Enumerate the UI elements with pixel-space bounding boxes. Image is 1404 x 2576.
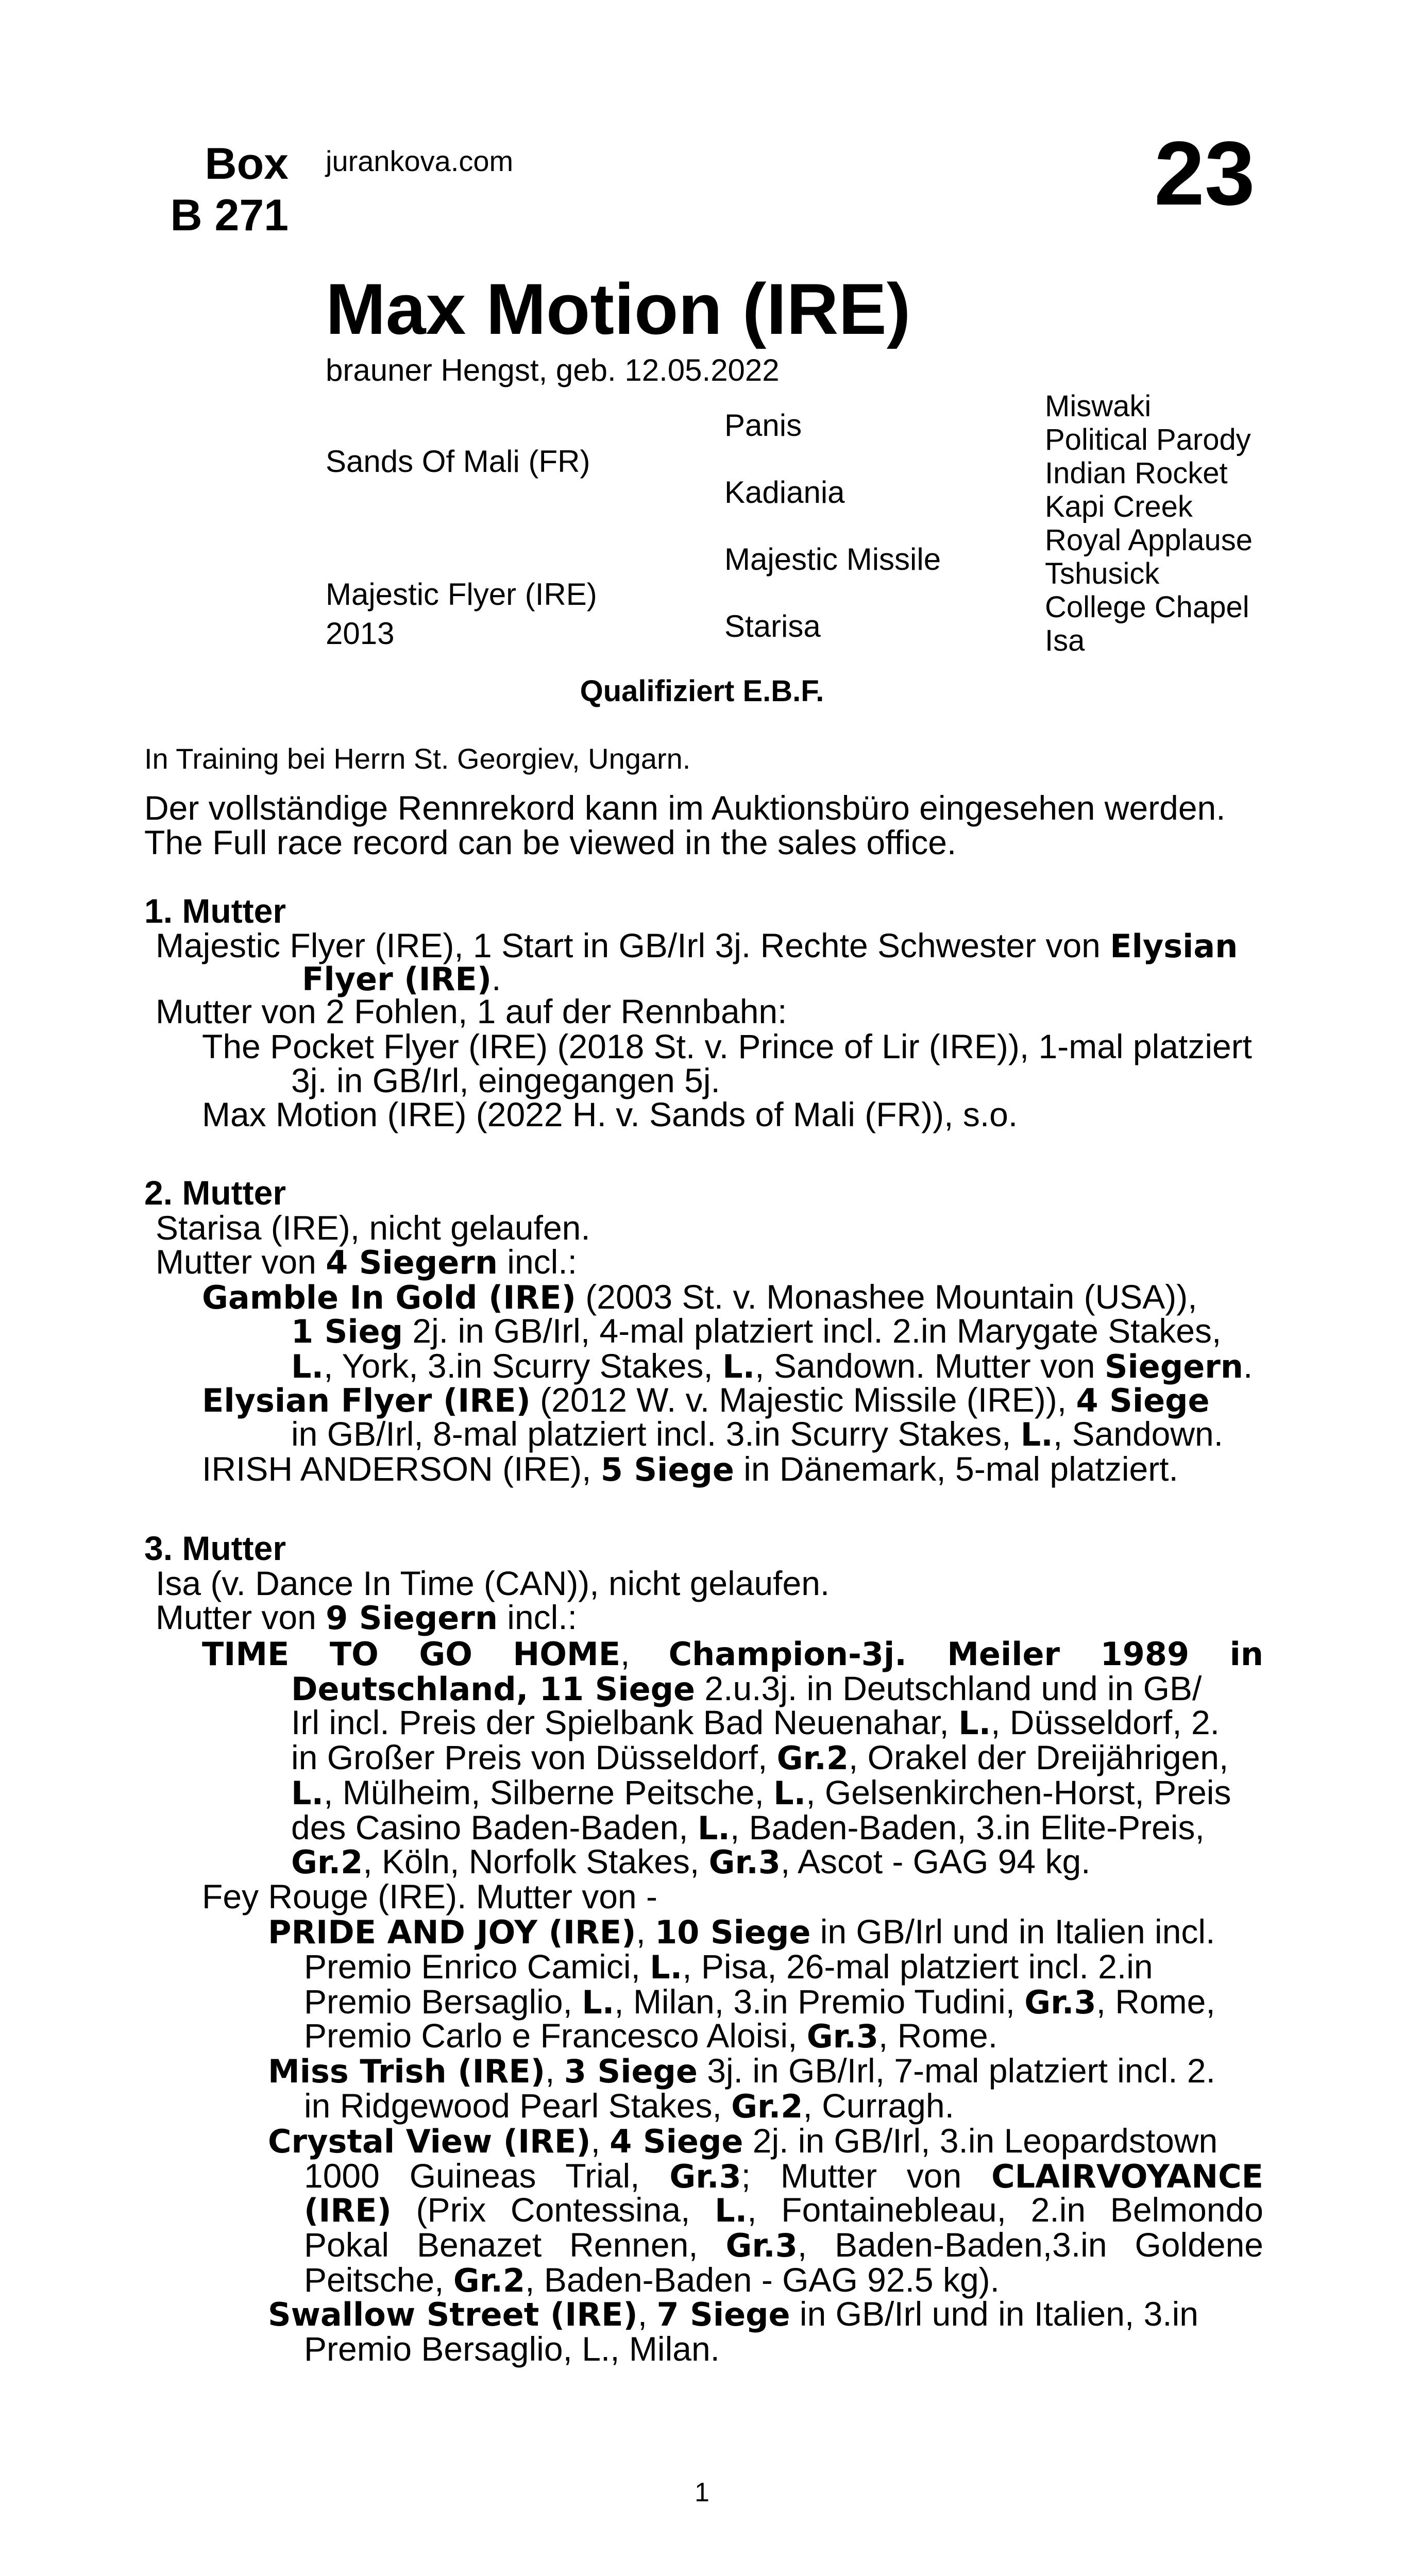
section-heading-third-dam: 3. Mutter bbox=[144, 1529, 286, 1567]
third-dam-grand-produce-cont: Pokal Benazet Rennen, Gr.3, Baden-Baden,3.in Goldene bbox=[304, 2226, 1263, 2264]
third-dam-produce-cont: Gr.2, Köln, Norfolk Stakes, Gr.3, Ascot - GAG 94 kg. bbox=[291, 1842, 1091, 1881]
third-dam-grand-produce: Swallow Street (IRE), 7 Siege in GB/Irl und in Italien, 3.in bbox=[268, 2295, 1198, 2333]
pedigree-dam-year: 2013 bbox=[326, 616, 395, 651]
pedigree-g3-4: Kapi Creek bbox=[1045, 490, 1193, 523]
third-dam-grand-produce-cont: (IRE) (Prix Contessina, L., Fontainebleau, 2.in Belmondo bbox=[304, 2191, 1263, 2229]
first-dam-foal: The Pocket Flyer (IRE) (2018 St. v. Prince of Lir (IRE)), 1-mal platziert bbox=[202, 1027, 1253, 1065]
third-dam-produce-cont: Irl incl. Preis der Spielbank Bad Neuenahar, L., Düsseldorf, 2. bbox=[291, 1703, 1220, 1742]
third-dam-produce-cont: in Großer Preis von Düsseldorf, Gr.2, Orakel der Dreijährigen, bbox=[291, 1738, 1229, 1777]
third-dam-grand-produce-cont: Premio Carlo e Francesco Aloisi, Gr.3, Rome. bbox=[304, 2016, 998, 2055]
pedigree-g3-5: Royal Applause bbox=[1045, 523, 1253, 557]
third-dam-produce-cont: L., Mülheim, Silberne Peitsche, L., Gelsenkirchen-Horst, Preis bbox=[291, 1773, 1231, 1812]
third-dam-produce-cont: Deutschland, 11 Siege 2.u.3j. in Deutschland und in GB/ bbox=[291, 1669, 1202, 1708]
first-dam-foal: Max Motion (IRE) (2022 H. v. Sands of Mali (FR)), s.o. bbox=[202, 1095, 1018, 1133]
pedigree-dam-sire: Majestic Missile bbox=[724, 542, 941, 577]
pedigree-g3-6: Tshusick bbox=[1045, 557, 1160, 590]
box-number: B 271 bbox=[170, 191, 289, 240]
box-title: Box bbox=[205, 139, 289, 189]
third-dam-produce-cont: des Casino Baden-Baden, L., Baden-Baden, 3.in Elite-Preis, bbox=[291, 1808, 1205, 1847]
website-link[interactable]: jurankova.com bbox=[326, 145, 514, 177]
second-dam-produce: L., York, 3.in Scurry Stakes, L., Sandown. Mutter von Siegern. bbox=[291, 1347, 1253, 1385]
pedigree-dam-dam: Starisa bbox=[724, 609, 821, 643]
pedigree-dam: Majestic Flyer (IRE) bbox=[326, 577, 597, 612]
page-number: 1 bbox=[695, 2478, 709, 2507]
horse-name: Max Motion (IRE) bbox=[326, 268, 911, 349]
third-dam-line: Mutter von 9 Siegern incl.: bbox=[156, 1598, 578, 1637]
pedigree-g3-2: Political Parody bbox=[1045, 423, 1251, 456]
second-dam-line: Starisa (IRE), nicht gelaufen. bbox=[156, 1209, 590, 1247]
second-dam-produce: IRISH ANDERSON (IRE), 5 Siege in Dänemark, 5-mal platziert. bbox=[202, 1450, 1178, 1488]
pedigree-g3-3: Indian Rocket bbox=[1045, 456, 1228, 490]
third-dam-produce: TIME TO GO HOME, Champion-3j. Meiler 1989 in bbox=[202, 1634, 1263, 1673]
pedigree-sire-sire: Panis bbox=[724, 408, 802, 443]
second-dam-produce: 1 Sieg 2j. in GB/Irl, 4-mal platziert incl. 2.in Marygate Stakes, bbox=[291, 1312, 1222, 1350]
third-dam-grand-produce-cont: 1000 Guineas Trial, Gr.3; Mutter von CLAIRVOYANCE bbox=[304, 2157, 1263, 2195]
second-dam-produce: Gamble In Gold (IRE) (2003 St. v. Monashee Mountain (USA)), bbox=[202, 1278, 1197, 1316]
third-dam-grand-produce-cont: in Ridgewood Pearl Stakes, Gr.2, Curragh. bbox=[304, 2087, 954, 2125]
third-dam-grand-produce: Miss Trish (IRE), 3 Siege 3j. in GB/Irl, 7-mal platziert incl. 2. bbox=[268, 2052, 1215, 2090]
lot-number: 23 bbox=[1154, 123, 1255, 224]
third-dam-grand-produce: PRIDE AND JOY (IRE), 10 Siege in GB/Irl und in Italien incl. bbox=[268, 1912, 1215, 1951]
horse-description: brauner Hengst, geb. 12.05.2022 bbox=[326, 353, 780, 387]
second-dam-line: Mutter von 4 Siegern incl.: bbox=[156, 1243, 578, 1281]
third-dam-grand-produce-cont: Premio Bersaglio, L., Milan, 3.in Premio Tudini, Gr.3, Rome, bbox=[304, 1982, 1215, 2021]
box-label bbox=[144, 138, 289, 241]
first-dam-line: Flyer (IRE). bbox=[302, 959, 501, 998]
third-dam-grand-produce-cont: Premio Bersaglio, L., Milan. bbox=[304, 2330, 720, 2368]
pedigree-sire: Sands Of Mali (FR) bbox=[326, 444, 590, 479]
section-heading-first-dam: 1. Mutter bbox=[144, 892, 286, 930]
third-dam-produce: Fey Rouge (IRE). Mutter von - bbox=[202, 1877, 657, 1916]
third-dam-grand-produce-cont: Peitsche, Gr.2, Baden-Baden - GAG 92.5 kg). bbox=[304, 2261, 1000, 2299]
training-info: In Training bei Herrn St. Georgiev, Ungarn. bbox=[144, 742, 691, 775]
section-heading-second-dam: 2. Mutter bbox=[144, 1174, 286, 1212]
race-record-note-de: Der vollständige Rennrekord kann im Auktionsbüro eingesehen werden. bbox=[144, 789, 1226, 827]
second-dam-produce: in GB/Irl, 8-mal platziert incl. 3.in Scurry Stakes, L., Sandown. bbox=[291, 1415, 1224, 1453]
first-dam-produce-summary: Mutter von 2 Fohlen, 1 auf der Rennbahn: bbox=[156, 992, 787, 1030]
pedigree-sire-dam: Kadiania bbox=[724, 475, 845, 510]
third-dam-grand-produce: Crystal View (IRE), 4 Siege 2j. in GB/Irl, 3.in Leopardstown bbox=[268, 2122, 1218, 2160]
pedigree-g3-1: Miswaki bbox=[1045, 389, 1152, 423]
first-dam-foal-cont: 3j. in GB/Irl, eingegangen 5j. bbox=[291, 1061, 720, 1099]
third-dam-line: Isa (v. Dance In Time (CAN)), nicht gelaufen. bbox=[156, 1564, 830, 1602]
pedigree-g3-8: Isa bbox=[1045, 624, 1085, 657]
qualification: Qualifiziert E.B.F. bbox=[580, 674, 824, 708]
first-dam-line: Majestic Flyer (IRE), 1 Start in GB/Irl 3j. Rechte Schwester von Elysian bbox=[156, 926, 1238, 965]
second-dam-produce: Elysian Flyer (IRE) (2012 W. v. Majestic Missile (IRE)), 4 Siege bbox=[202, 1381, 1210, 1419]
race-record-note-en: The Full race record can be viewed in the sales office. bbox=[144, 823, 957, 861]
pedigree-g3-7: College Chapel bbox=[1045, 590, 1249, 624]
third-dam-grand-produce-cont: Premio Enrico Camici, L., Pisa, 26-mal platziert incl. 2.in bbox=[304, 1947, 1153, 1986]
